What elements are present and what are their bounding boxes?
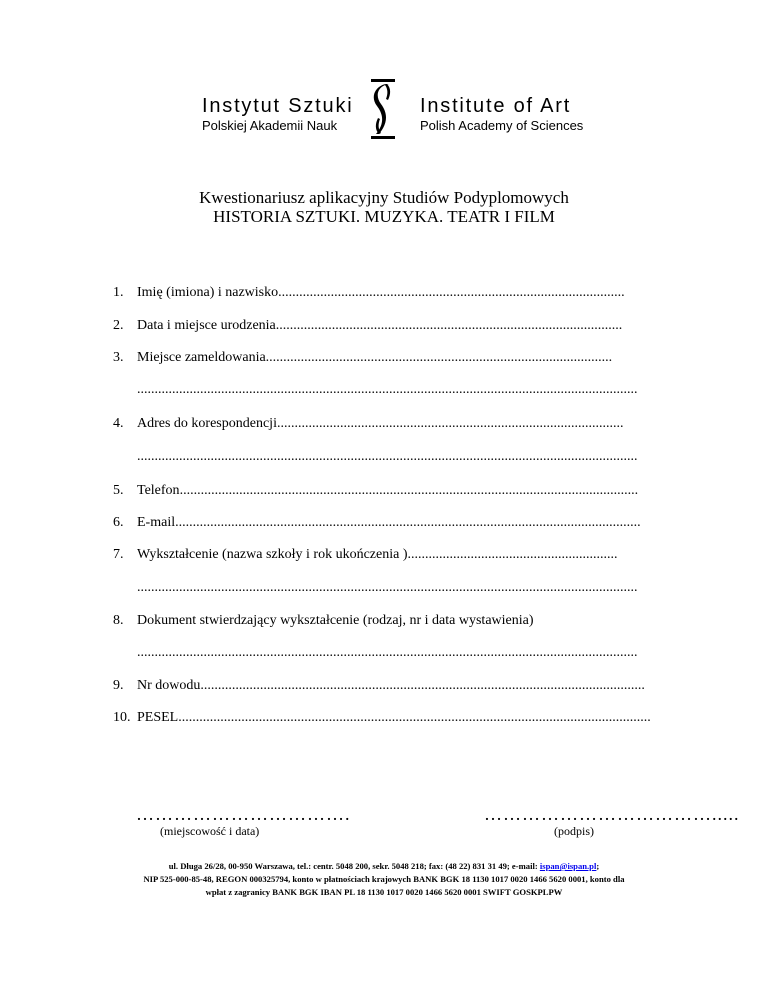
field-pesel[interactable]: [113, 710, 678, 726]
field-name[interactable]: [113, 285, 678, 301]
institute-subtitle-en: Polish Academy of Sciences: [420, 118, 584, 133]
fill-line-continuation[interactable]: ...............................................................................................................................................: [137, 580, 638, 595]
footer-semicolon: ;: [596, 861, 600, 871]
fill-line[interactable]: .....................................................................................................................................: [175, 515, 641, 530]
fill-line-continuation[interactable]: ...............................................................................................................................................: [137, 645, 638, 660]
item-number: 5.: [113, 483, 124, 498]
fill-line[interactable]: ...................................................................................................: [275, 318, 623, 333]
fill-line[interactable]: ...................................................................................................: [278, 285, 625, 300]
fill-line-continuation[interactable]: ...............................................................................................................................................: [137, 449, 638, 464]
fill-line[interactable]: ............................................................: [407, 547, 618, 562]
title-line-2: HISTORIA SZTUKI. MUZYKA. TEATR I FILM: [213, 207, 555, 226]
fill-line[interactable]: ...................................................................................................: [265, 350, 613, 365]
footer-address: ul. Długa 26/28, 00-950 Warszawa, tel.: centr. 5048 200, sekr. 5048 218; fax: (48 22) 831 31 49; e-mail:: [168, 861, 540, 871]
item-number: 4.: [113, 416, 124, 431]
email-link[interactable]: ispan@ispan.pl: [539, 861, 597, 871]
signature-label: (podpis): [554, 824, 594, 838]
item-number: 10.: [113, 710, 131, 725]
field-id-number[interactable]: [113, 678, 678, 694]
item-label: Telefon: [137, 483, 180, 498]
document-title: [0, 188, 768, 226]
item-number: 2.: [113, 318, 124, 333]
fill-line[interactable]: .......................................................................................................................................: [178, 710, 651, 725]
item-label: Data i miejsce urodzenia: [137, 318, 276, 333]
field-email[interactable]: [113, 515, 678, 531]
title-line-1: Kwestionariusz aplikacyjny Studiów Podyplomowych: [199, 188, 569, 207]
fill-line[interactable]: ...............................................................................................................................: [200, 678, 645, 693]
footer-line-2: NIP 525-000-85-48, REGON 000325794, konto w płatnościach krajowych BANK BGK 18 1130 1017 0020 1466 5620 0001, konto dla: [143, 874, 625, 884]
institute-title-pl: Instytut Sztuki: [202, 95, 354, 117]
is-logo-icon: [367, 78, 399, 140]
item-number: 7.: [113, 547, 124, 562]
field-document[interactable]: [113, 613, 678, 629]
fill-line[interactable]: ...................................................................................................: [276, 416, 624, 431]
item-label: E-mail: [137, 515, 176, 530]
item-label: Adres do korespondencji: [137, 416, 277, 431]
institute-name-english: [420, 95, 620, 134]
institute-subtitle-pl: Polskiej Akademii Nauk: [202, 118, 338, 133]
fill-line-continuation[interactable]: ...............................................................................................................................................: [137, 382, 638, 397]
item-label: PESEL: [137, 710, 179, 725]
item-number: 1.: [113, 285, 124, 300]
institute-title-en: Institute of Art: [420, 95, 572, 117]
footer-line-3: wpłat z zagranicy BANK BGK IBAN PL 18 1130 1017 0020 1466 5620 0001 SWIFT GOSKPLPW: [205, 887, 563, 897]
item-number: 9.: [113, 678, 124, 693]
field-phone[interactable]: [113, 483, 678, 499]
field-address[interactable]: [113, 416, 678, 432]
item-number: 6.: [113, 515, 124, 530]
field-birth[interactable]: [113, 318, 678, 334]
signature-line[interactable]: ……………………………….....: [484, 804, 740, 824]
item-label: Miejsce zameldowania: [137, 350, 266, 365]
item-number: 8.: [113, 613, 124, 628]
footer-line-1: [0, 860, 768, 873]
institute-name-polish: [202, 95, 352, 134]
field-education[interactable]: [113, 547, 678, 563]
footer-contact: [0, 860, 768, 899]
place-date-line[interactable]: …………………………….: [136, 804, 351, 824]
item-number: 3.: [113, 350, 124, 365]
field-residence[interactable]: [113, 350, 678, 366]
item-label: Nr dowodu: [137, 678, 201, 693]
item-label: Imię (imiona) i nazwisko: [137, 285, 279, 300]
item-label: Wykształcenie (nazwa szkoły i rok ukończenia ): [137, 547, 408, 562]
place-date-label: (miejscowość i data): [160, 824, 260, 838]
item-label: Dokument stwierdzający wykształcenie (rodzaj, nr i data wystawienia): [137, 613, 534, 628]
fill-line[interactable]: ...................................................................................................................................: [179, 483, 639, 498]
